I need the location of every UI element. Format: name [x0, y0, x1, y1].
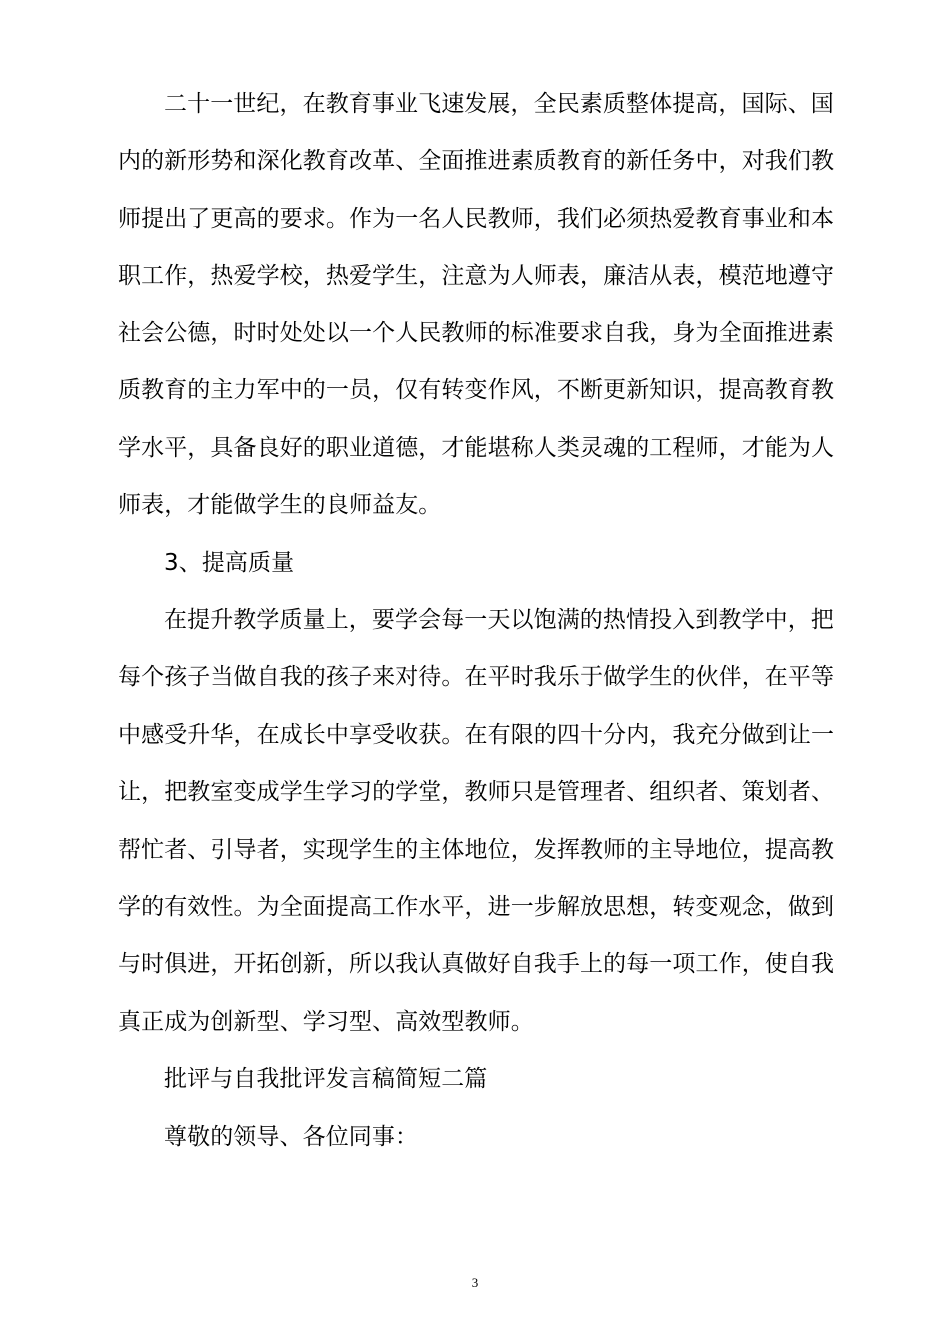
- paragraph-line: 职工作，热爱学校，热爱学生，注意为人师表，廉洁从表，模范地遵守: [118, 263, 835, 289]
- paragraph-line: 让，把教室变成学生学习的学堂，教师只是管理者、组织者、策划者、: [118, 779, 835, 805]
- article-title: 批评与自我批评发言稿简短二篇: [164, 1066, 488, 1092]
- paragraph-line: 在提升教学质量上，要学会每一天以饱满的热情投入到教学中，把: [164, 607, 834, 633]
- paragraph-line: 学的有效性。为全面提高工作水平，进一步解放思想，转变观念，做到: [118, 894, 835, 920]
- paragraph-line: 二十一世纪，在教育事业飞速发展，全民素质整体提高，国际、国: [164, 91, 834, 117]
- paragraph-line: 社会公德，时时处处以一个人民教师的标准要求自我，身为全面推进素: [118, 320, 835, 346]
- paragraph-line: 中感受升华，在成长中享受收获。在有限的四十分内，我充分做到让一: [118, 722, 835, 748]
- paragraph-line: 与时俱进，开拓创新，所以我认真做好自我手上的每一项工作，使自我: [118, 951, 835, 977]
- section-heading: 3、提高质量: [164, 550, 295, 576]
- paragraph-line: 学水平，具备良好的职业道德，才能堪称人类灵魂的工程师，才能为人: [118, 435, 835, 461]
- paragraph-line: 真正成为创新型、学习型、高效型教师。: [118, 1009, 534, 1035]
- salutation: 尊敬的领导、各位同事：: [164, 1124, 419, 1150]
- paragraph-line: 质教育的主力军中的一员，仅有转变作风，不断更新知识，提高教育教: [118, 377, 835, 403]
- paragraph-line: 内的新形势和深化教育改革、全面推进素质教育的新任务中，对我们教: [118, 148, 835, 174]
- paragraph-line: 师提出了更高的要求。作为一名人民教师，我们必须热爱教育事业和本: [118, 206, 835, 232]
- paragraph-line: 帮忙者、引导者，实现学生的主体地位，发挥教师的主导地位，提高教: [118, 837, 835, 863]
- paragraph-line: 师表，才能做学生的良师益友。: [118, 492, 442, 518]
- page-number: 3: [471, 1275, 479, 1290]
- paragraph-line: 每个孩子当做自我的孩子来对待。在平时我乐于做学生的伙伴，在平等: [118, 664, 835, 690]
